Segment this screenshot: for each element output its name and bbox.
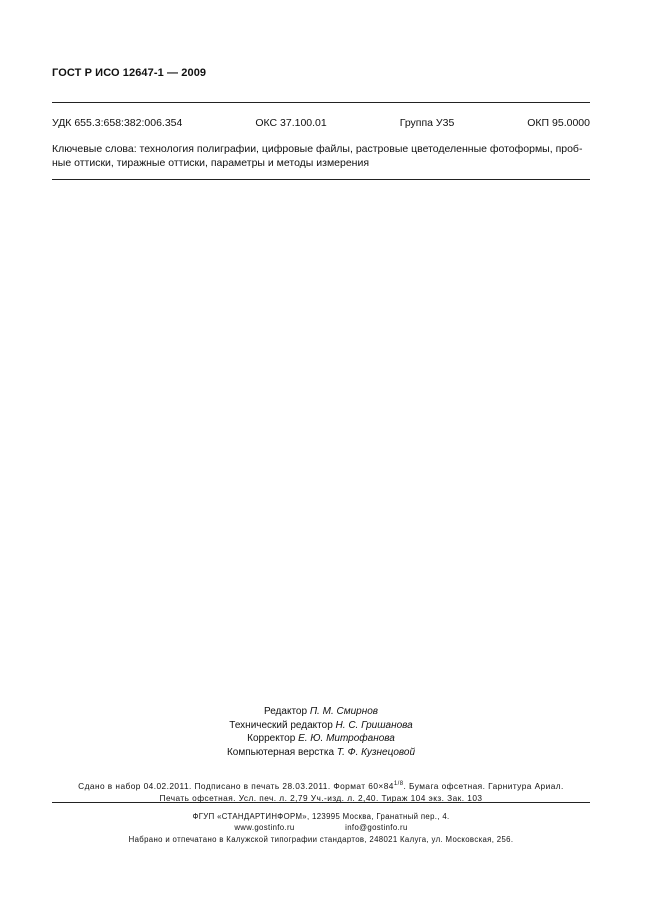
publisher-divider: [52, 802, 590, 803]
print-info-line-1: [52, 778, 590, 792]
print-info-text-b: . Бумага офсетная. Гарнитура Ариал.: [403, 780, 564, 791]
layout-name: Т. Ф. Кузнецовой: [336, 747, 416, 759]
top-divider: [52, 102, 590, 103]
classification-row: [52, 117, 590, 129]
print-info-line-2: Печать офсетная. Усл. печ. л. 2,79 Уч.-изд. л. 2,40. Тираж 104 экз. Зак. 103: [159, 792, 483, 803]
tech-editor-name: Н. С. Гришанова: [335, 719, 413, 731]
okp-code: ОКП 95.0000: [527, 117, 590, 129]
publisher-website[interactable]: www.gostinfo.ru: [234, 823, 295, 833]
print-info-text-a: Сдано в набор 04.02.2011. Подписано в печать 28.03.2011. Формат 60×84: [78, 780, 394, 791]
udk-code: УДК 655.3:658:382:006.354: [52, 117, 183, 129]
corrector-name: Е. Ю. Митрофанова: [298, 733, 395, 745]
keywords: [52, 142, 590, 170]
keywords-line-2: ные оттиски, тиражные оттиски, параметры и методы измерения: [52, 157, 370, 169]
editorial-credits: [52, 705, 590, 760]
corrector-role: Корректор: [247, 733, 296, 745]
tech-editor-credit: [52, 719, 590, 733]
keywords-line-1: Ключевые слова: технология полиграфии, цифровые файлы, растровые цветоделенные фотоформы, проб-: [52, 143, 583, 155]
publisher-address: ФГУП «СТАНДАРТИНФОРМ», 123995 Москва, Гранатный пер., 4.: [192, 812, 450, 821]
editor-credit: [52, 705, 590, 719]
printing-house: Набрано и отпечатано в Калужской типографии стандартов, 248021 Калуга, ул. Московская, 256.: [128, 834, 514, 844]
editor-name: П. М. Смирнов: [309, 706, 378, 717]
layout-role: Компьютерная верстка: [226, 747, 335, 759]
keywords-divider: [52, 179, 590, 180]
corrector-credit: [52, 732, 590, 746]
standard-code: ГОСТ Р ИСО 12647-1 — 2009: [52, 67, 207, 79]
format-fraction: 1/8: [393, 781, 404, 787]
layout-credit: [52, 746, 590, 760]
print-info: [52, 778, 590, 804]
publisher-links: [52, 822, 590, 833]
tech-editor-role: Технический редактор: [229, 719, 333, 731]
publisher-email[interactable]: info@gostinfo.ru: [345, 823, 408, 833]
publisher-info: [52, 811, 590, 845]
oks-code: ОКС 37.100.01: [255, 117, 327, 129]
editor-role: Редактор: [263, 706, 308, 717]
group-code: Группа У35: [399, 117, 455, 129]
